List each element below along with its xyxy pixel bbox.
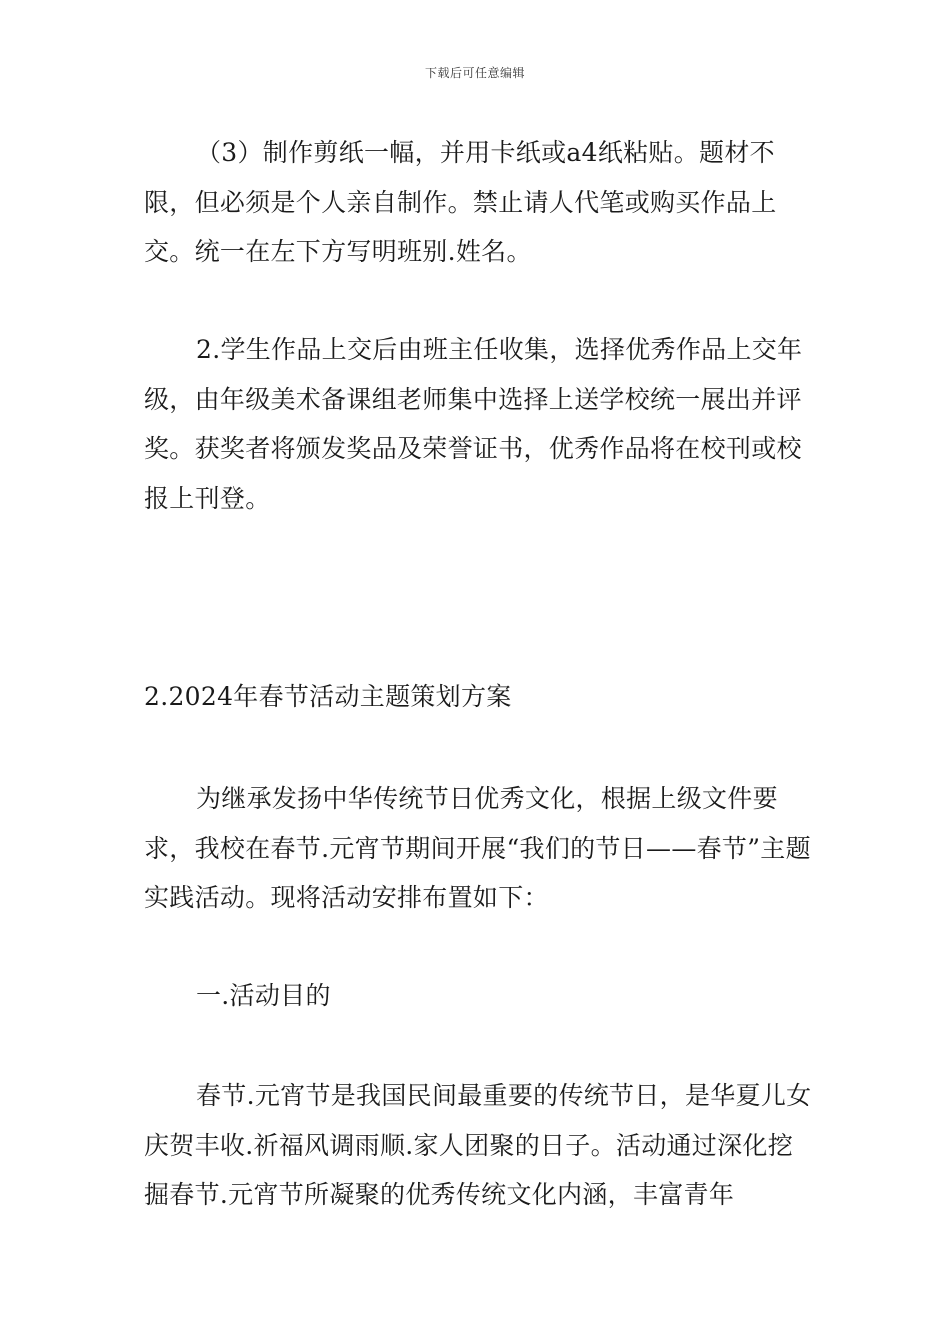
paragraph-submission-process: 2.学生作品上交后由班主任收集，选择优秀作品上交年级，由年级美术备课组老师集中选择上送学校统一展出并评奖。获奖者将颁发奖品及荣誉证书，优秀作品将在校刊或校报上刊登。: [144, 335, 803, 513]
paragraph-intro: 为继承发扬中华传统节日优秀文化，根据上级文件要求，我校在春节.元宵节期间开展“我们的节日——春节”主题实践活动。现将活动安排布置如下：: [144, 784, 811, 912]
section-title: 2.2024年春节活动主题策划方案: [144, 682, 512, 711]
paragraph-purpose: 春节.元宵节是我国民间最重要的传统节日，是华夏儿女庆贺丰收.祈福风调雨顺.家人团聚的日子。活动通过深化挖掘春节.元宵节所凝聚的优秀传统文化内涵，丰富青年: [144, 1081, 812, 1209]
page-header: 下载后可任意编辑: [424, 66, 525, 80]
paragraph-papercut-requirement: （3）制作剪纸一幅，并用卡纸或a4纸粘贴。题材不限，但必须是个人亲自制作。禁止请人代笔或购买作品上交。统一在左下方写明班别.姓名。: [144, 138, 777, 266]
heading-activity-purpose: 一.活动目的: [196, 981, 331, 1010]
